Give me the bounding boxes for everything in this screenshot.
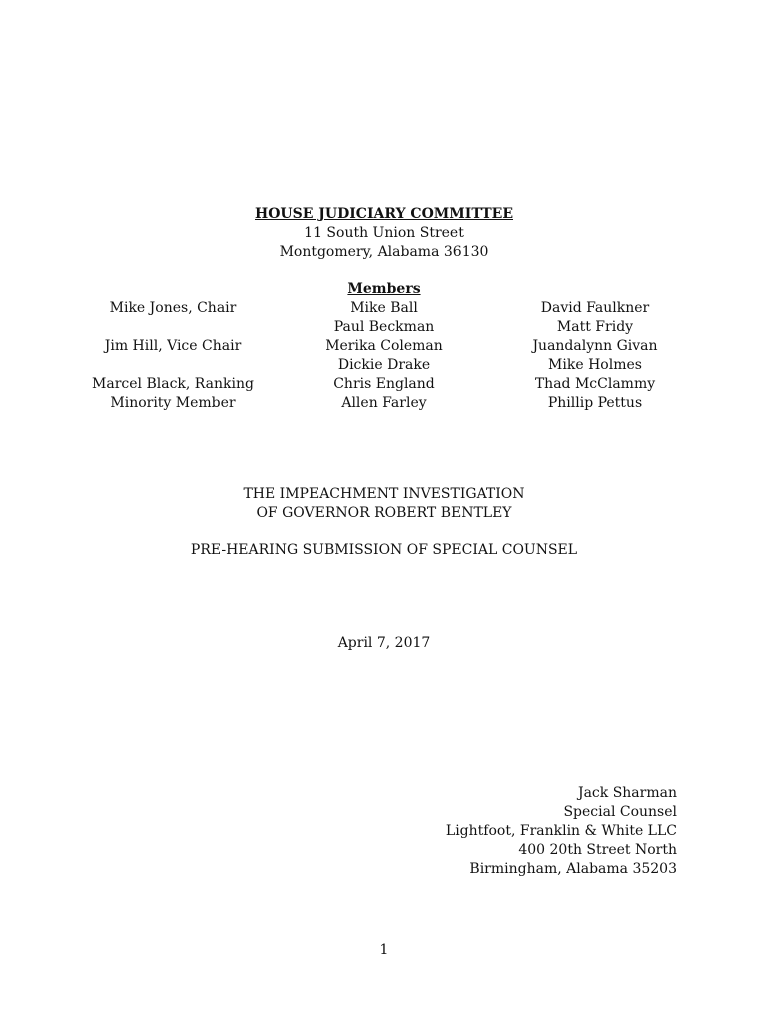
member-name: Allen Farley [341,395,427,411]
document-title-line2: OF GOVERNOR ROBERT BENTLEY [256,505,512,521]
document-date: April 7, 2017 [337,635,431,651]
member-name: Chris England [333,376,435,392]
document-subtitle: PRE-HEARING SUBMISSION OF SPECIAL COUNSEL [190,542,578,558]
officer-ranking: Marcel Black, Ranking [92,376,254,392]
signer-name: Jack Sharman [577,785,677,801]
committee-name: HOUSE JUDICIARY COMMITTEE [255,206,513,222]
document-title-line1: THE IMPEACHMENT INVESTIGATION [243,486,525,502]
member-name: Juandalynn Givan [532,338,658,354]
member-name: Paul Beckman [333,319,435,335]
signer-role: Special Counsel [563,804,677,820]
member-name: Thad McClammy [534,376,656,392]
officer-ranking-cont: Minority Member [110,395,236,411]
committee-address-city: Montgomery, Alabama 36130 [279,244,489,260]
signer-street: 400 20th Street North [518,842,677,858]
member-name: Phillip Pettus [547,395,643,411]
signer-firm: Lightfoot, Franklin & White LLC [445,823,677,839]
officer-vice-chair: Jim Hill, Vice Chair [104,338,242,354]
member-name: Merika Coleman [325,338,443,354]
member-name: David Faulkner [540,300,650,316]
members-list [58,299,710,413]
members-column-3 [480,299,710,413]
signer-city: Birmingham, Alabama 35203 [469,861,677,877]
officer-chair: Mike Jones, Chair [109,300,237,316]
page-number: 1 [379,942,389,958]
member-name: Matt Fridy [556,319,634,335]
officers-column [58,299,288,413]
member-name: Mike Ball [350,300,418,316]
members-column-2 [288,299,480,413]
member-name: Dickie Drake [337,357,431,373]
signature-block [446,784,677,879]
member-name: Mike Holmes [548,357,642,373]
committee-address-street: 11 South Union Street [304,225,464,241]
members-heading: Members [347,281,421,297]
